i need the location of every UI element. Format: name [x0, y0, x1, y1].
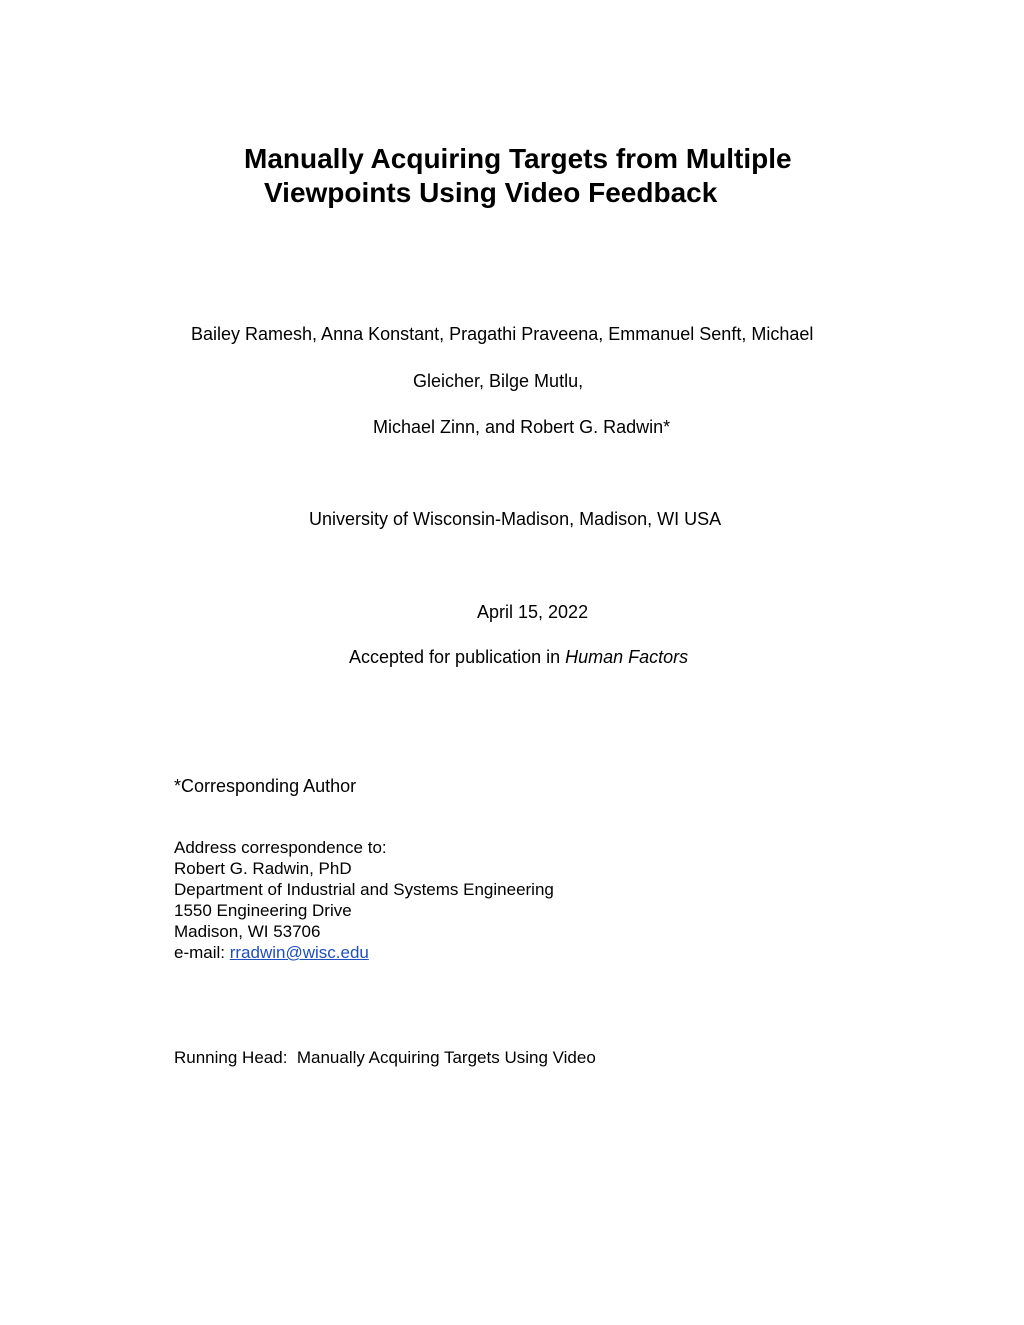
- corresponding-author-note: *Corresponding Author: [174, 776, 357, 796]
- address-heading: Address correspondence to:: [174, 838, 387, 857]
- address-street: 1550 Engineering Drive: [174, 901, 352, 920]
- address-city: Madison, WI 53706: [174, 922, 321, 941]
- authors-line-3: Michael Zinn, and Robert G. Radwin*: [373, 417, 671, 437]
- address-department: Department of Industrial and Systems Engineering: [174, 880, 554, 899]
- journal-name: Human Factors: [565, 647, 689, 667]
- title-line-2: Viewpoints Using Video Feedback: [264, 177, 718, 208]
- affiliation: University of Wisconsin-Madison, Madison, WI USA: [309, 509, 722, 529]
- acceptance-statement: [349, 646, 688, 668]
- address-block: [174, 837, 554, 963]
- authors-line-1: Bailey Ramesh, Anna Konstant, Pragathi Praveena, Emmanuel Senft, Michael: [191, 324, 814, 344]
- address-name: Robert G. Radwin, PhD: [174, 859, 352, 878]
- acceptance-prefix: Accepted for publication in: [349, 647, 566, 667]
- email-label: e-mail:: [174, 943, 230, 962]
- title-line-1: Manually Acquiring Targets from Multiple: [244, 143, 792, 174]
- address-email-line: [174, 942, 554, 963]
- running-head: Running Head: Manually Acquiring Targets Using Video: [174, 1048, 596, 1067]
- authors-line-2: Gleicher, Bilge Mutlu,: [413, 371, 584, 391]
- email-link[interactable]: rradwin@wisc.edu: [229, 943, 369, 962]
- date: April 15, 2022: [477, 602, 589, 622]
